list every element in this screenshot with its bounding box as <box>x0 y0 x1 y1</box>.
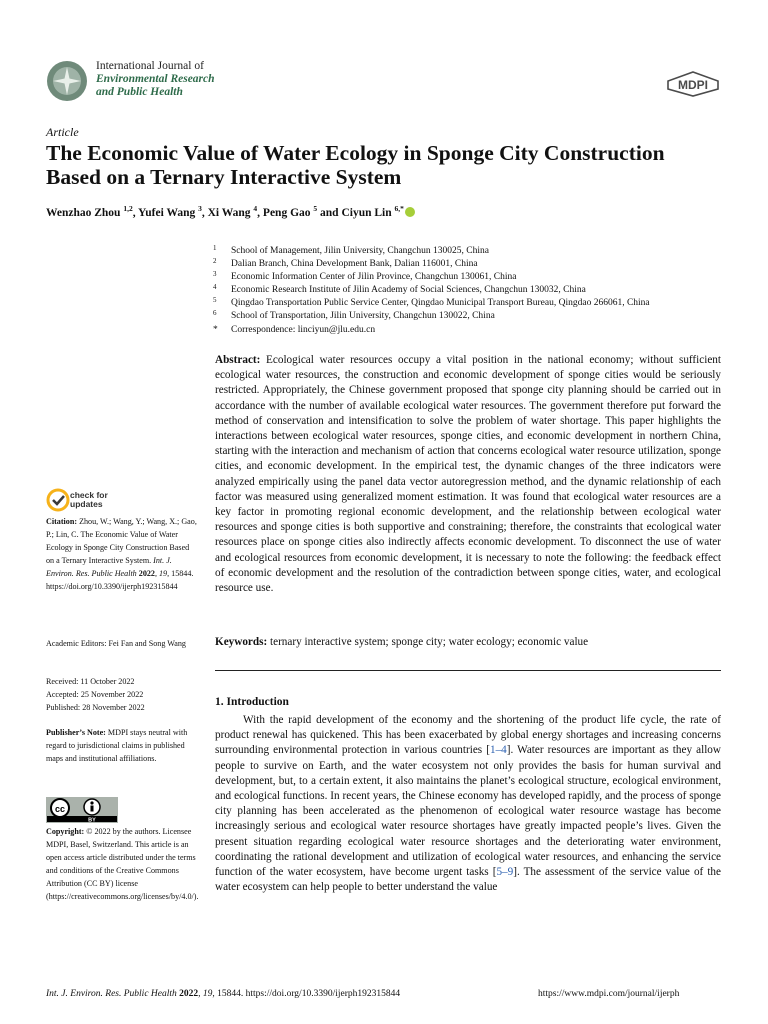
affiliation-text: Qingdao Transportation Public Service Center, Qingdao Municipal Transport Bureau, Qingdao 266061, China <box>231 298 650 309</box>
academic-editors: Academic Editors: Fei Fan and Song Wang <box>46 639 186 648</box>
footer-journal: Int. J. Environ. Res. Public Health <box>46 989 177 999</box>
author-name: Ciyun Lin <box>341 206 392 219</box>
affiliation-item <box>213 258 743 271</box>
publisher-note-label: Publisher’s Note: <box>46 728 106 737</box>
author-name: Wenzhao Zhou <box>46 206 121 219</box>
copyright-label: Copyright: <box>46 827 85 836</box>
citation-link[interactable]: 5–9 <box>496 866 514 879</box>
citation-journal: Int. J. Environ. Res. Public Health <box>46 555 172 578</box>
dates-block <box>46 676 198 715</box>
author-affil-sup: 4 <box>253 204 258 213</box>
check-updates-icon <box>46 488 70 512</box>
intro-text: ]. Water resources are important as they allow people to survive on Earth, and the water ecosystem not only provides the basis for human survival and development, but, to a certain extent, it also maintains the planet’s ecological structure, ecological environment, and ecological functions. In recent years, the Chinese economy has developed rapidly, and the process of sponge city planning has been accelerated as the phenomenon of ecological water resource wastage has become increasingly serious and ecological water resource shortages have greatly impacted people’s lives. Given the present situation regarding ecological water resource shortages and the deteriorating water environment, coordinating the rational development and utilization of ecological water resources, and enhancing the service function of the water ecosystem, have become urgent tasks [ <box>215 744 721 879</box>
affiliation-num: 2 <box>213 257 217 266</box>
mdpi-logo <box>665 71 721 102</box>
affiliation-num: 3 <box>213 270 217 279</box>
affiliation-num: 5 <box>213 296 217 305</box>
author-affil-sup: 3 <box>198 204 202 213</box>
journal-name-line3: and Public Health <box>96 86 183 98</box>
citation-year: 2022 <box>138 568 155 578</box>
footer-year: 2022 <box>179 989 199 999</box>
affiliation-num: 6 <box>213 309 217 318</box>
orcid-icon[interactable] <box>405 207 415 217</box>
affiliation-num: * <box>213 324 218 335</box>
citation-text: Zhou, W.; Wang, Y.; Wang, X.; Gao, P.; Lin, C. The Economic Value of Water Ecology in Sponge City Construction Based on a Ternary Interactive System. <box>46 517 197 565</box>
published-date: Published: 28 November 2022 <box>46 702 145 712</box>
publisher-note-text: MDPI stays neutral with regard to jurisdictional claims in published maps and institutional affiliations. <box>46 728 188 763</box>
affiliation-text: School of Management, Jilin University, Changchun 130025, China <box>231 246 489 256</box>
affiliation-num: 4 <box>213 283 217 292</box>
intro-text: With the rapid development of the economy and the shortening of the product life cycle, the rate of product renewal has quickened. This has been exacerbated by global energy shortages and increasing concerns surrounding environmental protection in various countries [ <box>215 714 721 757</box>
citation-block: Citation: Zhou, W.; Wang, Y.; Wang, X.; Gao, P.; Lin, C. The Economic Value of Water Ecology in Sponge City Construction Based on a Ternary Interactive System. Int. J. Environ. Res. Public Health 2022, 19, 15844. https://doi.org/10.3390/ijerph192315844 <box>46 517 197 591</box>
check-updates-line1: check for <box>70 490 108 500</box>
journal-name-line2: Environmental Research <box>96 73 215 85</box>
correspondence-text[interactable]: Correspondence: linciyun@jlu.edu.cn <box>231 324 376 335</box>
cc-by-label: BY <box>88 817 96 823</box>
check-for-updates-button[interactable] <box>46 488 156 514</box>
svg-text:cc: cc <box>54 804 66 814</box>
publisher-note <box>46 727 198 766</box>
keywords-text: ternary interactive system; sponge city; water ecology; economic value <box>270 636 589 648</box>
check-updates-label <box>70 491 108 509</box>
footer-citation: Int. J. Environ. Res. Public Health 2022, 19, 15844. https://doi.org/10.3390/ijerph192315844 <box>46 989 401 999</box>
footer-volume: 19 <box>202 989 213 999</box>
abstract-label: Abstract: <box>215 354 261 366</box>
copyright-text: © 2022 by the authors. Licensee MDPI, Basel, Switzerland. This article is an open access article distributed under the terms and conditions of the Creative Commons Attribution (CC BY) license (https://creativecommons.org/licenses/by/4.0/). <box>46 827 199 901</box>
article-type: Article <box>46 125 79 139</box>
affiliation-item <box>213 310 743 323</box>
received-date: Received: 11 October 2022 <box>46 677 135 686</box>
affiliation-text: Economic Information Center of Jilin Province, Changchun 130061, China <box>231 272 517 283</box>
author-affil-sup: 5 <box>313 204 318 213</box>
citation-link[interactable]: 1–4 <box>489 744 507 757</box>
keywords <box>215 635 721 650</box>
affiliation-text: Dalian Branch, China Development Bank, Dalian 116001, China <box>231 259 478 270</box>
journal-name-line1: International Journal of <box>96 60 204 72</box>
journal-name <box>96 60 215 99</box>
affiliation-item <box>213 245 743 258</box>
affiliation-text: School of Transportation, Jilin University, Changchun 130022, China <box>231 311 495 322</box>
article-title: The Economic Value of Water Ecology in Sponge City Construction Based on a Ternary Interactive System <box>46 141 665 189</box>
intro-text: ]. The assessment of the service value of the water ecosystem can help people to better understand the value <box>215 866 721 894</box>
author-list: Wenzhao Zhou $^{1,2}$, Yufei Wang $^3$, Xi Wang $^4$, Peng Gao $^5$ and Ciyun Lin $^{6,*}$ <box>46 204 415 219</box>
section-title: 1. Introduction <box>215 696 289 708</box>
footer-doi[interactable]: , 15844. https://doi.org/10.3390/ijerph192315844 <box>212 989 401 999</box>
affiliation-text: Economic Research Institute of Jilin Academy of Social Sciences, Changchun 130032, China <box>231 285 586 296</box>
affiliation-item <box>213 297 743 310</box>
affiliations <box>213 245 743 337</box>
author-name: Yufei Wang <box>138 206 196 219</box>
affiliation-num: 1 <box>213 244 217 252</box>
citation-doi[interactable]: , 15844. https://doi.org/10.3390/ijerph192315844 <box>46 568 194 591</box>
section-divider <box>215 670 721 671</box>
correspondence <box>213 324 743 337</box>
check-updates-line2: updates <box>70 499 103 509</box>
mdpi-logo-text: MDPI <box>678 78 708 92</box>
citation-volume: 19 <box>159 568 168 578</box>
abstract <box>215 353 721 596</box>
journal-logo <box>46 60 88 102</box>
citation-label: Citation: <box>46 517 78 526</box>
keywords-label: Keywords: <box>215 636 268 648</box>
cc-by-license-badge[interactable] <box>46 797 118 823</box>
author-name: Xi Wang <box>207 206 251 219</box>
intro-paragraph <box>215 713 721 895</box>
accepted-date: Accepted: 25 November 2022 <box>46 689 144 699</box>
author-affil-sup: 6,* <box>394 204 404 213</box>
author-affil-sup: 1,2 <box>123 204 133 213</box>
abstract-text: Ecological water resources occupy a vital position in the national economy; without sufficient ecological water resources, the construction and economic development of sponge cities would be seriously restricted. Appropriately, the Chinese government proposed that sponge city planning should be carried out in accordance with the number of available ecological water resources. The government therefore put forward the method of conservation and intensification to solve the problem of water shortage. This paper highlights the interactions between ecological water resources, sponge cities, and economic development in northern China, starting with the interaction and mechanism of action that concerns ecological water resource utilization, sponge cities, and economic development. In the empirical test, the dynamic changes of the three indicators were analyzed empirically using the panel data vector autoregression method, and the dynamic relationship of each factor was measured using generalized moment estimation. It was found that ecological water resources are a key factor in promoting regional economic development, and the relationship between ecological water resources and sponge cities is both supportive and constraining; therefore, the constraints that ecological water resources place on sponge cities also indirectly affects economic development. To disconnect the use of water and ecological resources from economic development, it is necessary to note the following: the feedback effect of economic development and the resolution of the contradiction between sponge cities, water, and ecological resource use. <box>215 354 722 595</box>
copyright-block <box>46 826 198 903</box>
author-name: Peng Gao <box>262 206 311 219</box>
introduction-body <box>215 713 721 895</box>
affiliation-item <box>213 284 743 297</box>
affiliation-item <box>213 271 743 284</box>
footer-journal-url[interactable]: https://www.mdpi.com/journal/ijerph <box>538 989 680 999</box>
